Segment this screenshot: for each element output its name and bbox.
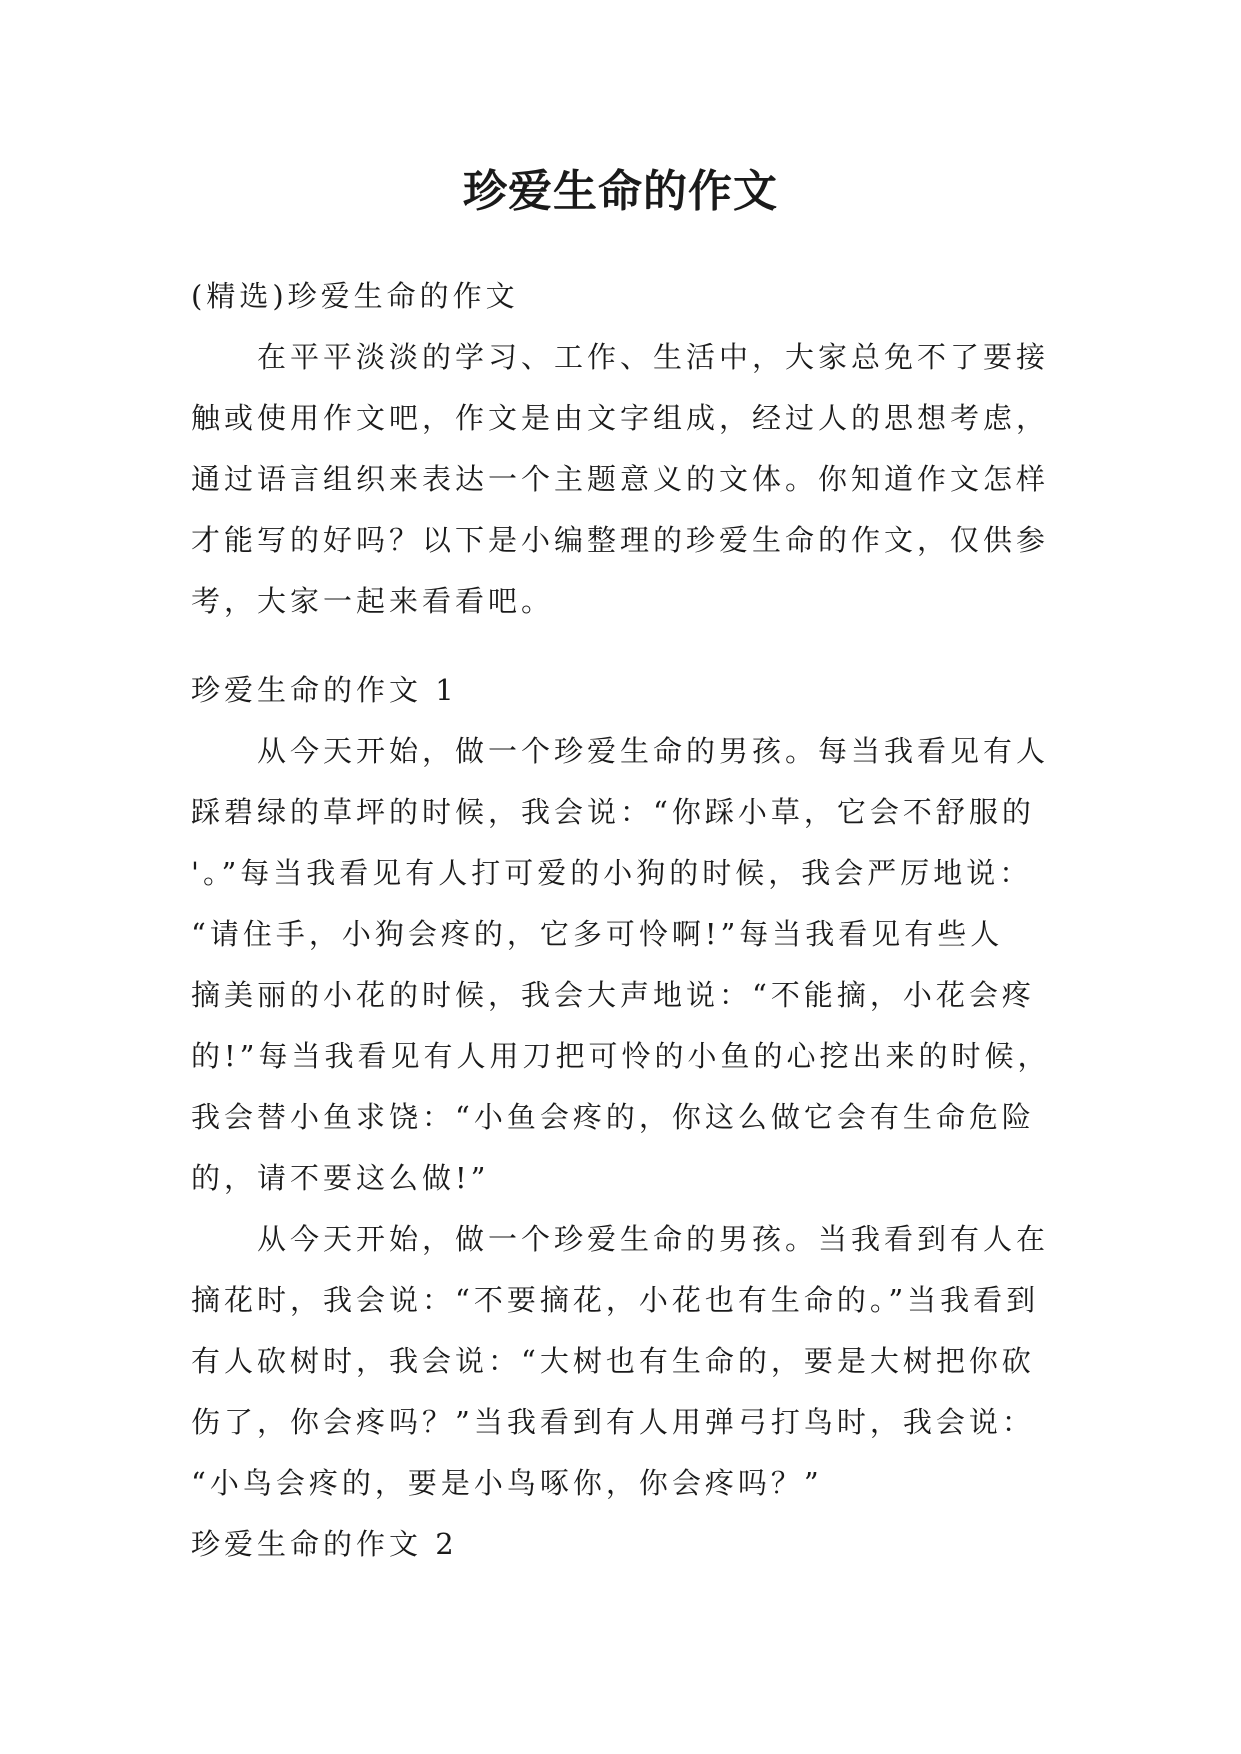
section-heading-1: 珍爱生命的作文 1	[191, 673, 458, 707]
paragraph-line: 从今天开始，做一个珍爱生命的男孩。每当我看见有人	[257, 734, 1050, 768]
section1-paragraph-2	[191, 1209, 1051, 1514]
section-spacer	[191, 632, 1051, 660]
paragraph-line: 在平平淡淡的学习、工作、生活中，大家总免不了要接	[257, 340, 1050, 374]
paragraph-line: 的，请不要这么做!”	[191, 1161, 490, 1195]
paragraph-line: 踩碧绿的草坪的时候，我会说：“你踩小草，它会不舒服的	[191, 795, 1035, 829]
document-title: 珍爱生命的作文	[463, 166, 778, 217]
paragraph-line: 摘美丽的小花的时候，我会大声地说：“不能摘，小花会疼	[191, 978, 1035, 1012]
paragraph-line: 才能写的好吗？以下是小编整理的珍爱生命的作文，仅供参	[191, 523, 1050, 557]
section-heading-2: 珍爱生命的作文 2	[191, 1527, 458, 1561]
paragraph-line: “小鸟会疼的，要是小鸟啄你，你会疼吗？”	[191, 1466, 823, 1500]
paragraph-line: 通过语言组织来表达一个主题意义的文体。你知道作文怎样	[191, 462, 1050, 496]
paragraph-line: 从今天开始，做一个珍爱生命的男孩。当我看到有人在	[257, 1222, 1050, 1256]
paragraph-line: 有人砍树时，我会说：“大树也有生命的，要是大树把你砍	[191, 1344, 1035, 1378]
document-subtitle: (精选)珍爱生命的作文	[191, 279, 519, 313]
paragraph-line: 伤了，你会疼吗？”当我看到有人用弹弓打鸟时，我会说：	[191, 1405, 1035, 1439]
paragraph-line: 触或使用作文吧，作文是由文字组成，经过人的思想考虑，	[191, 401, 1050, 435]
paragraph-line: 的!”每当我看见有人用刀把可怜的小鱼的心挖出来的时候，	[191, 1039, 1051, 1073]
paragraph-line: “请住手，小狗会疼的，它多可怜啊!”每当我看见有些人	[191, 917, 1004, 951]
paragraph-line: '。”每当我看见有人打可爱的小狗的时候，我会严厉地说：	[191, 856, 1033, 890]
paragraph-line: 我会替小鱼求饶：“小鱼会疼的，你这么做它会有生命危险	[191, 1100, 1035, 1134]
document-body	[191, 266, 1051, 1575]
section1-paragraph-1	[191, 721, 1051, 1209]
intro-paragraph	[191, 327, 1051, 632]
paragraph-line: 摘花时，我会说：“不要摘花，小花也有生命的。”当我看到	[191, 1283, 1040, 1317]
paragraph-line: 考，大家一起来看看吧。	[191, 584, 555, 618]
